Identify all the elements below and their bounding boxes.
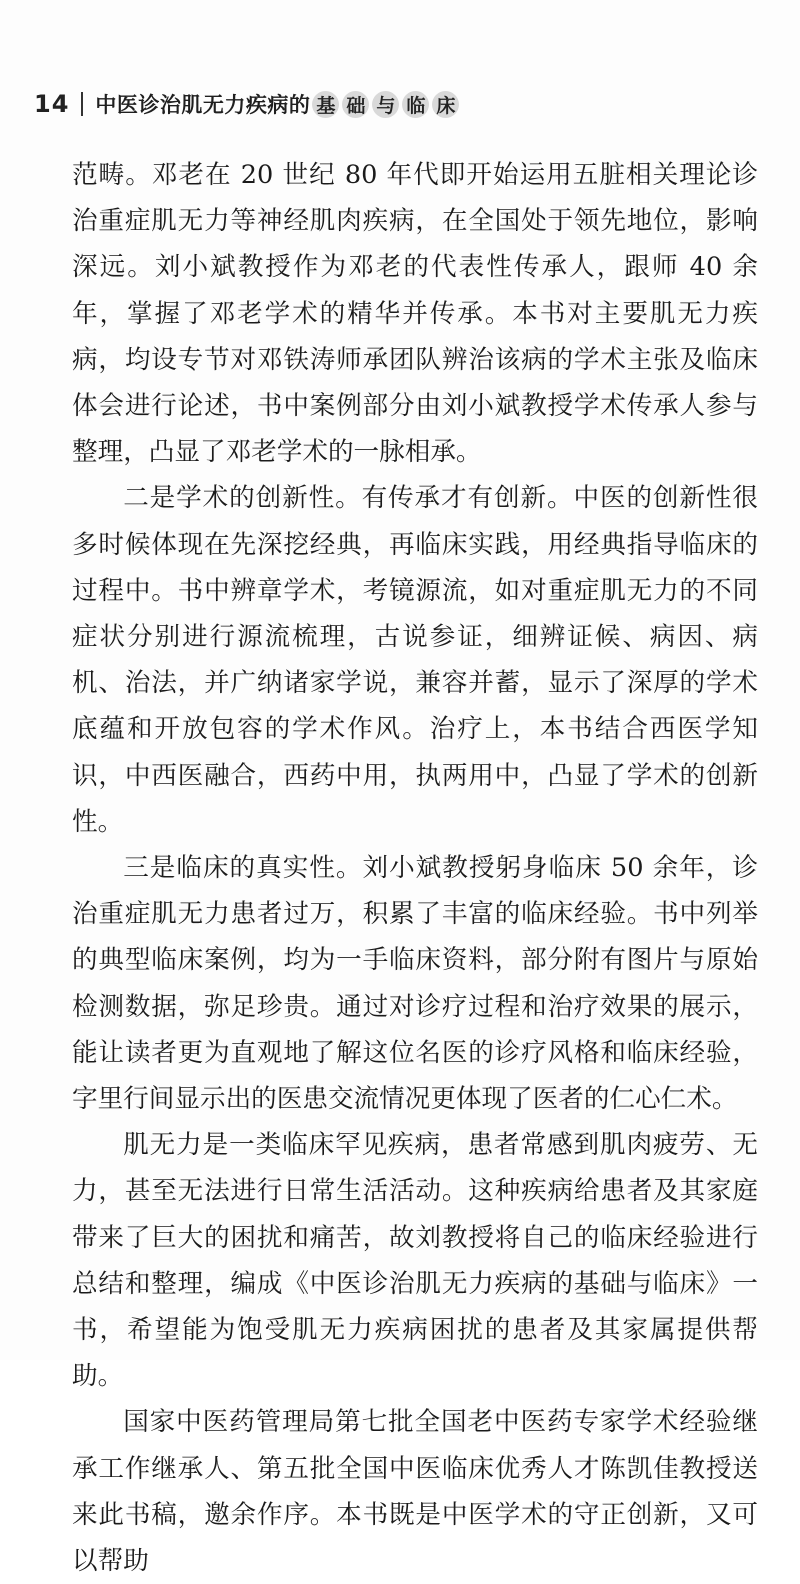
book-title: 中医诊治肌无力疾病的 xyxy=(95,93,311,117)
body-text xyxy=(72,152,758,1584)
book-title-accent-char: 与 xyxy=(372,91,399,118)
paragraph: 国家中医药管理局第七批全国老中医药专家学术经验继承工作继承人、第五批全国中医临床优秀人才陈凯佳教授送来此书稿，邀余作序。本书既是中医学术的守正创新，又可以帮助 xyxy=(72,1407,758,1577)
page-number: 14 xyxy=(34,90,70,118)
header-divider xyxy=(81,92,83,116)
paragraph: 肌无力是一类临床罕见疾病，患者常感到肌肉疲劳、无力，甚至无法进行日常生活活动。这种疾病给患者及其家庭带来了巨大的困扰和痛苦，故刘教授将自己的临床经验进行总结和整理，编成《中医诊治肌无力疾病的基础与临床》一书，希望能为饱受肌无力疾病困扰的患者及其家属提供帮助。 xyxy=(72,1130,758,1392)
book-title-accent-char: 基 xyxy=(312,91,339,118)
book-title-accent-char: 床 xyxy=(432,91,459,118)
running-header xyxy=(34,86,462,122)
book-title-accent-char: 础 xyxy=(342,91,369,118)
paragraph: 三是临床的真实性。刘小斌教授躬身临床 50 余年，诊治重症肌无力患者过万，积累了丰富的临床经验。书中列举的典型临床案例，均为一手临床资料，部分附有图片与原始检测数据，弥足珍贵。通过对诊疗过程和治疗效果的展示，能让读者更为直观地了解这位名医的诊疗风格和临床经验，字里行间显示出的医患交流情况更体现了医者的仁心仁术。 xyxy=(72,853,758,1115)
paragraph: 范畴。邓老在 20 世纪 80 年代即开始运用五脏相关理论诊治重症肌无力等神经肌肉疾病，在全国处于领先地位，影响深远。刘小斌教授作为邓老的代表性传承人，跟师 40 余年，掌握了邓老学术的精华并传承。本书对主要肌无力疾病，均设专节对邓铁涛师承团队辨治该病的学术主张及临床体会进行论述，书中案例部分由刘小斌教授学术传承人参与整理，凸显了邓老学术的一脉相承。 xyxy=(72,160,758,468)
book-title-accent-char: 临 xyxy=(402,91,429,118)
paragraph: 二是学术的创新性。有传承才有创新。中医的创新性很多时候体现在先深挖经典，再临床实践，用经典指导临床的过程中。书中辨章学术，考镜源流，如对重症肌无力的不同症状分别进行源流梳理，古说参证，细辨证候、病因、病机、治法，并广纳诸家学说，兼容并蓄，显示了深厚的学术底蕴和开放包容的学术作风。治疗上，本书结合西医学知识，中西医融合，西药中用，执两用中，凸显了学术的创新性。 xyxy=(72,483,758,837)
book-title-accent xyxy=(312,91,462,118)
